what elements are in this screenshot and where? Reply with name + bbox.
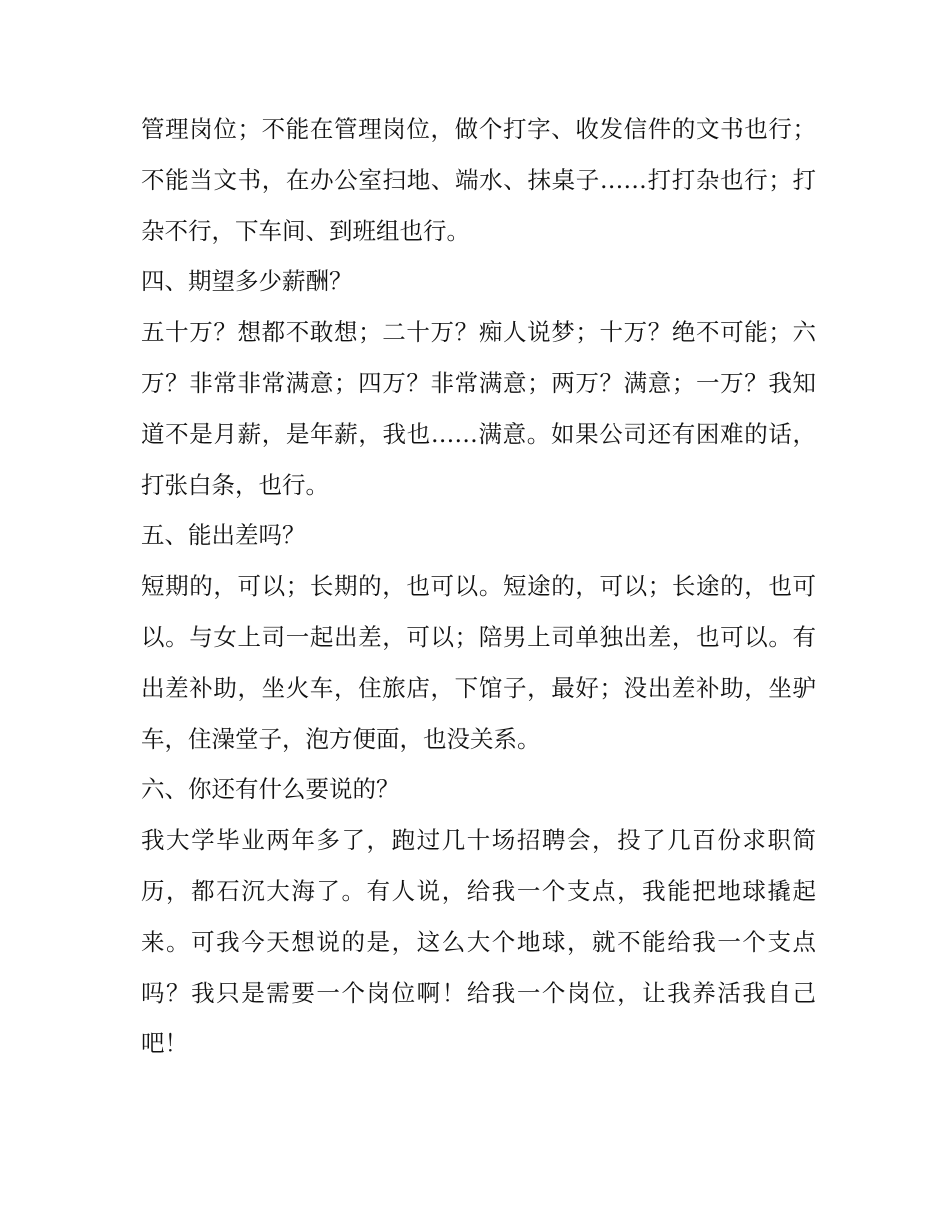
paragraph-job-position: 管理岗位；不能在管理岗位，做个打字、收发信件的文书也行；不能当文书，在办公室扫地、端水、抹桌子……打打杂也行；打杂不行，下车间、到班组也行。 — [141, 115, 816, 245]
heading-business-travel: 五、能出差吗？ — [141, 521, 306, 550]
paragraph-salary-expectation: 五十万？想都不敢想；二十万？痴人说梦；十万？绝不可能；六万？非常非常满意；四万？非常满意；两万？满意；一万？我知道不是月薪，是年薪，我也……满意。如果公司还有困难的话，打张白条，也行。 — [141, 318, 816, 499]
document-body — [141, 104, 816, 1069]
paragraph-anything-else: 我大学毕业两年多了，跑过几十场招聘会，投了几百份求职简历，都石沉大海了。有人说，给我一个支点，我能把地球撬起来。可我今天想说的是，这么大个地球，就不能给我一个支点吗？我只是需要一个岗位啊！给我一个岗位，让我养活我自己吧！ — [141, 826, 816, 1058]
heading-anything-else: 六、你还有什么要说的？ — [141, 775, 400, 804]
paragraph-business-travel: 短期的，可以；长期的，也可以。短途的，可以；长途的，也可以。与女上司一起出差，可以；陪男上司单独出差，也可以。有出差补助，坐火车，住旅店，下馆子，最好；没出差补助，坐驴车，住澡堂子，泡方便面，也没关系。 — [141, 572, 816, 753]
heading-salary-expectation: 四、期望多少薪酬？ — [141, 267, 353, 296]
